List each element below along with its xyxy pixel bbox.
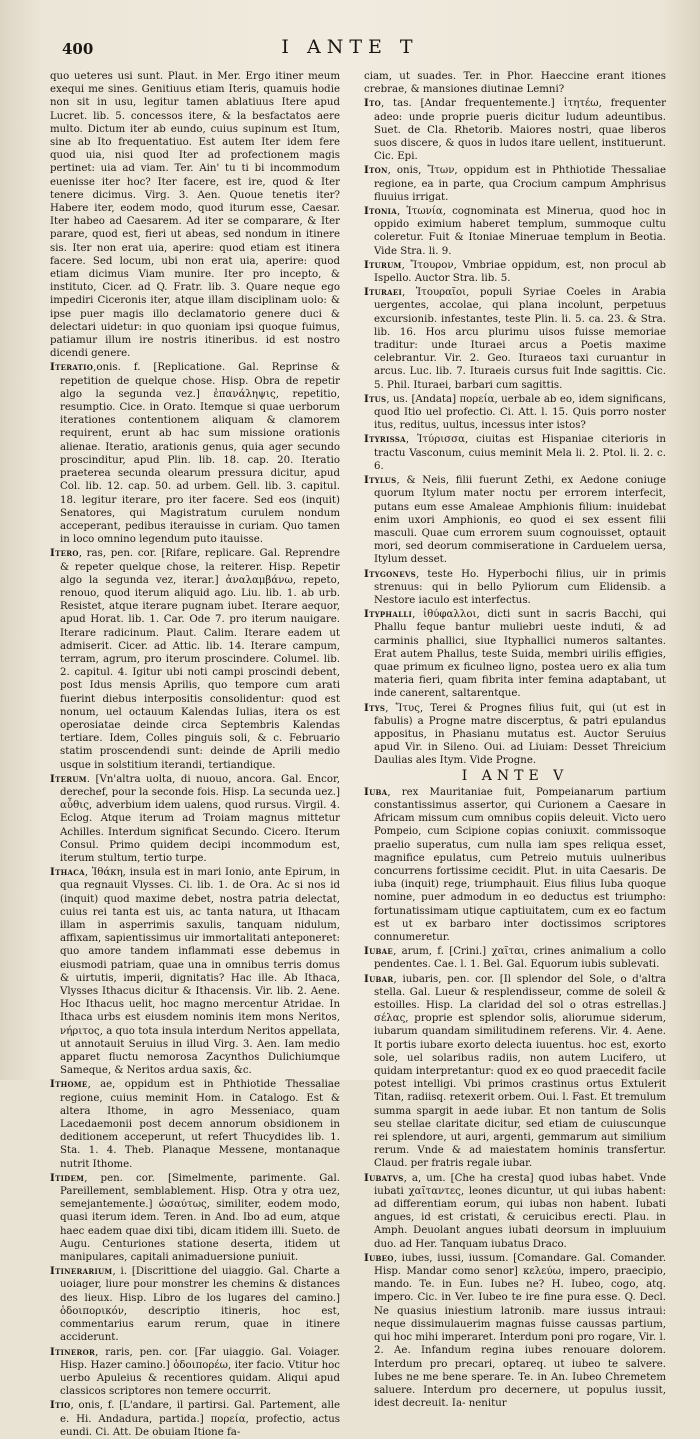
dictionary-entry	[50, 773, 340, 865]
entry-text: , teste Ho. Hyperbochi filius, uir in primis strenuus: qui in bello Pyliorum cum Elidensib. a Nestore iaculo est interfectus.	[374, 568, 666, 606]
dictionary-entry	[364, 973, 666, 1171]
dictionary-entry	[50, 1399, 340, 1439]
dictionary-entry	[364, 164, 666, 204]
section-heading: I ANTE V	[461, 767, 569, 784]
entry-headword: Itys	[364, 701, 386, 714]
entry-text: , Ἰτύρισσα, ciuitas est Hispaniae citerioris in tractu Vasconum, cuius meminit Mela li. 2. Ptol. li. 2. c. 6.	[374, 434, 666, 472]
entry-headword: Iteratio	[50, 361, 94, 374]
entry-text: , onis, Ἴτων, oppidum est in Phthiotide Thessaliae regione, ea in parte, qua Crocium campum Amphrisus fluuius irrigat.	[374, 165, 666, 203]
entry-headword: Itineror	[50, 1345, 96, 1358]
entry-headword: Iterum	[50, 772, 87, 785]
entry-headword: Itus	[364, 392, 387, 405]
entry-headword: Ithaca	[50, 866, 85, 879]
entry-text: , ἰθύφαλλοι, dicti sunt in sacris Bacchi, qui Phallu feque bantur muliebri ueste induti, & ad carminis phallici, siue Ityphallici numeros saltantes. Erat autem Phallus, teste Suida, membri uirilis effigies, quae primum ex ficulneo ligno, postea uero ex alia tum materia fieri, quam fibrita inter femina adaptabant, ut inde canerent, saltarentque.	[374, 609, 666, 700]
entry-text: , Ἴτυς, Terei & Prognes filius fuit, qui (ut est in fabulis) a Progne matre discerptus, & patri epulandus appositus, in Phasianu mutatus est. Auctor Seruius apud Vir. in Sileno. Oui. ad Liuiam: Desset Threicium Daulias ales Itym. Vide Progne.	[374, 702, 666, 767]
entry-headword: Itero	[50, 547, 79, 560]
entry-text: , pen. cor. [Simelmente, parimente. Gal. Pareillement, semblablement. Hisp. Otra y otra uez, semejantemente.] ὡσαύτως, similiter, eodem modo, quasi iterum idem. Teren. in And. Ibo ad eum, atque haec eadem quae dixi tibi, dicam itidem illi. Sueto. de Augu. Centuriones statione deserta, itidem ut manipulares, capitali animaduersione puniuit.	[60, 1172, 340, 1264]
dictionary-entry	[364, 70, 666, 96]
entry-text: , Ἰθάκη, insula est in mari Ionio, ante Epirum, in qua regnauit Vlysses. Ci. lib. 1. de Ora. Ac si nos id (inquit) quod maxime debet, nostra patria delectat, cuius rei tanta est uis, ac tanta natura, ut Ithacam illam in asperrimis saxulis, tanquam nidulum, affixam, sapientissimus uir immortalitati anteponeret: quo amore tandem inflammati esse debemus in eiusmodi patriam, quae una in omnibus terris domus & uirtutis, imperii, dignitatis? Hac ille. Ab Ithaca, Vlysses Ithacus dicitur & Ithacensis. Vir. lib. 2. Aene. Hoc Ithacus uelit, hoc magno mercentur Atridae. In Ithaca urbs est eiusdem nominis item mons Neritos, νήριτος, a quo tota insula interdum Neritos appellata, ut annotauit Seruius in illud Virg. 3. Aen. Iam medio apparet fluctu nemorosa Zacynthos Dulichiumque Sameque, & Neritos ardua saxis, &c.	[60, 867, 340, 1077]
entry-text: , arum, f. [Crini.] χαῖται, crines animalium a collo pendentes. Cae. l. 1. Bel. Gal. Equorum iubis sublevati.	[374, 946, 666, 971]
dictionary-entry	[364, 608, 666, 700]
page-number: 400	[62, 40, 94, 58]
dictionary-entry	[50, 1078, 340, 1170]
entry-headword: Itygonevs	[364, 567, 416, 580]
dictionary-entry	[364, 568, 666, 608]
entry-headword: Itio	[50, 1399, 71, 1412]
right-column	[364, 70, 666, 1410]
dictionary-entry	[364, 259, 666, 285]
dictionary-entry	[364, 945, 666, 971]
entry-headword: Iubeo	[364, 1251, 394, 1264]
dictionary-entry	[364, 205, 666, 258]
entry-headword: Ityphalli	[364, 608, 413, 621]
entry-text: , ae, oppidum est in Phthiotide Thessaliae regione, cuius meminit Hom. in Catalogo. Est & altera Ithome, in agro Messeniaco, quam Lacedaemonii post decem annorum obsidionem in deditionem acceperunt, ut refert Thucydides lib. 1. Sta. 1. 4. Theb. Planaque Messene, montanaque nutrit Ithome.	[60, 1079, 340, 1170]
entry-text: , tas. [Andar frequentemente.] ἰτητέω, frequenter adeo: unde proprie pueris dicitur ludum adeuntibus. Suet. de Cla. Rhetorib. Maiores nostri, quae liberos suos discere, & quos in ludos itare uellent, instituerunt. Cic. Epi.	[374, 98, 666, 163]
entry-headword: Itonia	[364, 205, 397, 218]
entry-text: , Ἴτουρον, Vmbriae oppidum, est, non procul ab Ispello. Auctor Stra. lib. 5.	[374, 259, 666, 285]
entry-headword: Ituraei	[364, 286, 403, 299]
entry-text: , rex Mauritaniae fuit, Pompeianarum partium constantissimus assertor, qui Curionem a Caesare in Africam missum cum omnibus copiis deleuit. Victo uero Pompeio, cum Scipione copias coniuxit. commissoque praelio superatus, cum nulla iam spes reliqua esset, magnifice epulatus, cum Petreio mutuis uulneribus concurrens fortissime cecidit. Plut. in uita Caesaris. De iuba (inquit) rege, triumphauit. Eius filius Iuba quoque nomine, puer admodum in eo deductus est triumpho: fortunatissimam utique captiuitatem, cum ex eo factum est ut ex barbaro inter doctissimos scriptores connumeretur.	[374, 786, 666, 943]
entry-text: , a, um. [Che ha cresta] quod iubas habet. Vnde iubati χαῖταντες, leones dicuntur, ut qui iubas habent: ad differentiam eorum, qui iubas non habent. Iubati angues, id est cristati, & ceruicibus erecti. Plau. in Amph. Deuolant angues iubati deorsum in impluuium duo. ad Her. Tanquam iubatus Draco.	[374, 1172, 666, 1250]
dictionary-entry	[50, 70, 340, 360]
entry-headword: Iturum	[364, 258, 402, 271]
dictionary-entry	[50, 1172, 340, 1264]
left-column	[50, 70, 340, 1438]
entry-text: , ras, pen. cor. [Rifare, replicare. Gal. Reprendre & repeter quelque chose, la reiterer. Hisp. Repetir algo la segunda vez, iterar.] ἀναλαμβάνω, repeto, renouo, quod iterum aliquid ago. Liu. lib. 1. ab urb. Resistet, atque iterare pugnam iubet. Iterare aequor, apud Horat. lib. 1. Car. Ode 7. pro iterum nauigare. Iterare radicinum. Plaut. Calim. Iterare eadem ut admiserit. Cicer. ad Attic. lib. 14. Iterare campum, terram, agrum, pro iterum proscindere. Columel. lib. 2. capitul. 4. Igitur ubi noti campi proscindi debent, post Idus mensis Aprilis, quo tempore cum arati fuerint diebus interpositis consolidentur: quod est nonum, uel octauum Kalendas Iulias, itera os est operosiatae deinde circa Septembris Kalendas tertiare. Idem, Colles pinguis soli, & c. Februario statim proscendendi sunt: deinde de Aprili medio usque in solstitium iterandi, tertiandique.	[60, 548, 340, 771]
entry-headword: Itylus	[364, 474, 397, 487]
dictionary-entry	[364, 1252, 666, 1410]
entry-headword: Itidem	[50, 1171, 85, 1184]
entry-headword: Iubar	[364, 972, 394, 985]
entry-text: , iubes, iussi, iussum. [Comandare. Gal. Comander. Hisp. Mandar como senor] κελεύω, impero, praecipio, mando. Te. in Eun. Iubes ne? H. Iubeo, cogo, atq. impero. Cic. in Ver. Iubeo te ire fine pura esse. Q. Decl. Ne quasius iniestium latronib. mare iussus intraui: neque dissimulauerim magnas fuisse caussas partium, qui hoc mihi imperaret. Interdum poni pro rogare, Vir. l. 2. Ae. Infandum regina iubes renouare dolorem. Interdum pro precari, optareq. ut iubeo te salvere. Iubes ne me bene sperare. Te. in An. Iubeo Chremetem saluere. Interdum pro decernere, ut populus iussit, idest decreuit. Ia- nenitur	[374, 1252, 666, 1410]
entry-text: . [Vn'altra uolta, di nuouo, ancora. Gal. Encor, derechef, pour la seconde fois. Hisp. La secunda uez.] αὖθις, adverbium idem ualens, quod rursus. Virgil. 4. Eclog. Atque iterum ad Troiam magnus mittetur Achilles. Interdum significat Secundo. Cicero. Iterum Consul. Primo quidem decipi incommodum est, iterum stultum, tertio turpe.	[60, 773, 340, 864]
entry-headword: Iubae	[364, 945, 394, 958]
entry-text: ciam, ut suades. Ter. in Phor. Haeccine erant itiones crebrae, & mansiones diutinae Lemni?	[364, 71, 666, 96]
dictionary-entry	[364, 393, 666, 433]
dictionary-entry	[364, 286, 666, 392]
right-entries-after	[364, 786, 666, 1411]
entry-text: , i. [Discrittione del uiaggio. Gal. Charte a uoiager, liure pour monstrer les chemins & distances des lieux. Hisp. Libro de los lugares del camino.] ὁδοιπορικόν, descriptio itineris, hoc est, commentarius earum rerum, quae in itinere acciderunt.	[60, 1266, 340, 1344]
dictionary-entry	[364, 786, 666, 944]
entry-headword: Ityrissa	[364, 433, 406, 446]
entry-text: , Ἰτουραῖοι, populi Syriae Coeles in Arabia uergentes, accolae, qui plana incolunt, perpetuus excursionib. infestantes, teste Plin. li. 5. ca. 23. & Stra. lib. 16. Hos arcu plurimu uisos fuisse memoriae traditur: unde Ituraei arcus a Poetis maxime celebrantur. Vir. 2. Geo. Ituraeos taxi curuantur in arcus. Luc. lib. 7. Ituraeis cursus fuit Inde sagittis. Cic. 5. Phil. Ituraei, barbari cum sagittis.	[374, 287, 666, 391]
dictionary-entry	[364, 1172, 666, 1251]
dictionary-entry	[50, 361, 340, 546]
entry-headword: Itinerarium	[50, 1265, 113, 1278]
entry-text: , & Neis, filii fuerunt Zethi, ex Aedone coniuge quorum Itylum mater noctu per errorem interfecit, putans eum esse Amaleae Amphionis filium: inuidebat enim uxori Amphionis, eo quod ei sex essent filii masculi. Quae cum errorem suum cognouisset, optauit mori, sed deorum commiseratione in Carduelem uersa, Itylum desset.	[374, 475, 666, 566]
dictionary-entry	[50, 547, 340, 771]
entry-text: quo ueteres usi sunt. Plaut. in Mer. Ergo itiner meum exequi me sines. Genitiuus etiam Iteris, quamuis hodie non sit in usu, legitur tamen ablatiuus Itere apud Lucret. lib. 5. concessos itere, & la besfactatos aere multo. Dictum iter ab eundo, cuius supinum est Itum, sine ab Ito frequentatiuo. Est autem Iter idem fere quod uia, nisi quod Iter ad profectionem magis pertinet: uia ad viam. Ter. Ain' tu ti bi incommodum euenisse iter hoc? Iter facere, est ire, quod & Iter tenere dicimus. Virg. 3. Aen. Quoue tenetis iter? Habere iter, eodem modo, quod iturum esse, Caesar. Iter habeo ad Caesarem. Ad iter se comparare, & Iter parare, quod est, fieri ut abeas, sed nondum in itinere sis. Iter non erat uia, aperire: quod etiam est itinera facere. Sed locum, ubi non erat uia, aperire: quod etiam dicimus Viam munire. Iter pro incepto, & instituto, Cicer. ad Q. Fratr. lib. 3. Quare neque ego impediri Ciceronis iter, atque illam disciplinam uolo: & ipse puer magis illo declamatorio genere duci & delectari uidetur: in quo quoniam ipsi quoque fuimus, patiamur illum ire nostris itineribus. id est nostro dicendi genere.	[50, 71, 340, 360]
entry-headword: Iuba	[364, 785, 388, 798]
entry-headword: Iton	[364, 164, 388, 177]
entry-text: ,onis. f. [Replicatione. Gal. Reprinse & repetition de quelque chose. Hisp. Obra de repetir algo la segunda vez.] ἐπανάληψις, repetitio, resumptio. Cice. in Orato. Itemque si quae uerborum iterationes contentionem aliquam & clamorem requirent, erunt ab hac sum missione orationis alienae. Iteratio, arationis genus, quia ager secundo proscinditur, apud Plin. lib. 18. cap. 20. Iteratio praeterea secunda olearum pressura dicitur, apud Col. lib. 12. cap. 50. ad urbem. Gell. lib. 3. capitul. 18. legitur iterare, pro iter facere. Sed eos (inquit) Senatores, qui Magistratum curulem nondum acceperant, pedibus iterauisse in curiam. Quo tamen in loco omnino legendum puto itauisse.	[60, 362, 340, 546]
dictionary-entry	[364, 97, 666, 163]
running-title: I ANTE T	[281, 36, 419, 58]
entry-headword: Ithome	[50, 1078, 88, 1091]
dictionary-entry	[50, 1265, 340, 1344]
entry-text: , raris, pen. cor. [Far uiaggio. Gal. Voiager. Hisp. Hazer camino.] ὁδοιπορέω, iter facio. Vtitur hoc uerbo Apuleius & recentiores quidam. Aliqui apud classicos scriptores non temere occurrit.	[60, 1346, 340, 1398]
dictionary-entry	[364, 702, 666, 768]
dictionary-entry	[364, 474, 666, 566]
dictionary-entry	[50, 1346, 340, 1399]
dictionary-entry	[50, 866, 340, 1077]
dictionary-entry	[364, 433, 666, 473]
entry-headword: Iubatvs	[364, 1171, 404, 1184]
entry-text: , iubaris, pen. cor. [Il splendor del Sole, o d'altra stella. Gal. Lueur & resplendisseur, comme de soleil & estoilles. Hisp. La claridad del sol o otras estrellas.] σέλας, proprie est splendor solis, aliorumue siderum, iubarum quandam similitudinem referens. Vir. 4. Aene. It portis iubare exorto delecta iuuentus. hoc est, exorto sole, uel solaribus radiis, non autem Lucifero, ut quidam interpretantur: quod ex eo quod praecedit facile potest intelligi. Vbi primos crastinus ortus Extulerit Titan, radiisq. retexerit orbem. Oui. l. Fast. Et tremulum summa spargit in aede iubar. Et non tantum de Solis seu stellae claritate dicitur, sed etiam de cuiuscunque rei splendore, ut auri, argenti, gemmarum aut similium rerum. Vnde & ad maiestatem hominis transfertur. Claud. per fratris regale iubar.	[374, 973, 666, 1170]
entry-text: , us. [Andata] πορεία, uerbale ab eo, idem significans, quod Itio uel profectio. Ci. Att. l. 15. Quis porro noster itus, reditus, uultus, incessus inter istos?	[374, 393, 666, 432]
entry-text: , Ἰτωνία, cognominata est Minerua, quod hoc in oppido eximium haberet templum, summoque cultu coleretur. Fuit & Itoniae Mineruae templum in Beotia. Vide Stra. li. 9.	[374, 206, 666, 257]
entry-text: , onis, f. [L'andare, il partirsi. Gal. Partement, alle e. Hi. Andadura, partida.] πορεία, profectio, actus eundi. Ci. Att. De obuiam Itione fa-	[60, 1400, 340, 1438]
entry-headword: Ito	[364, 97, 381, 110]
right-entries-before	[364, 70, 666, 768]
